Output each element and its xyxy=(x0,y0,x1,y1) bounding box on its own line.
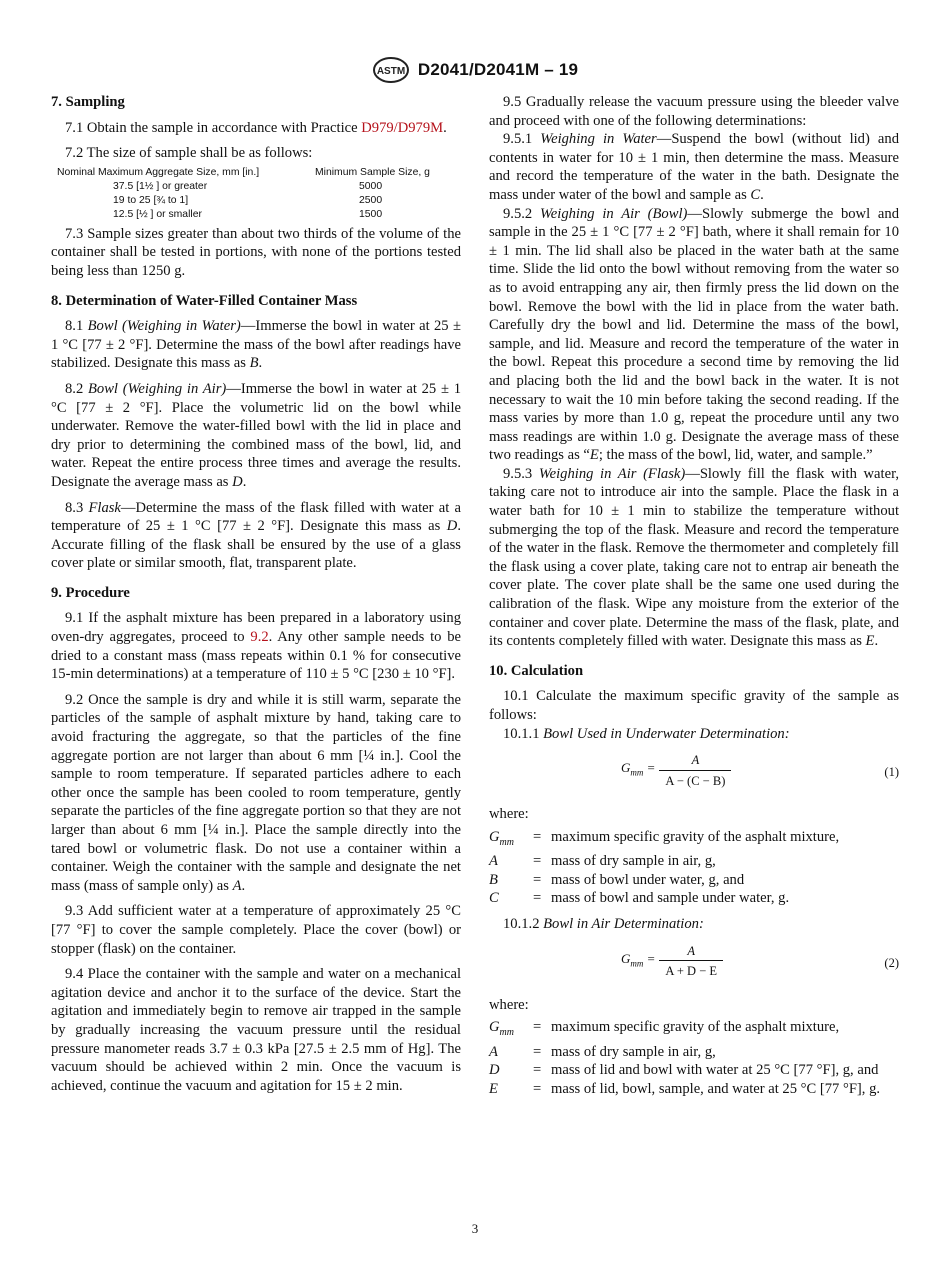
p1011-number: 10.1.1 xyxy=(503,725,544,742)
p81-number: 8.1 xyxy=(65,318,88,335)
definition-equals: = xyxy=(533,890,542,907)
definition-text: mass of bowl under water, g, and xyxy=(551,871,745,888)
equation-2-number: (2) xyxy=(884,955,899,970)
equation-1-number: (1) xyxy=(884,765,899,780)
definition-equals: = xyxy=(533,1019,542,1036)
eq2-lhs-subscript: mm xyxy=(630,958,644,969)
p953-title: Weighing in Air (Flask) xyxy=(538,465,686,482)
p952-end: ; the mass of the bowl, lid, water, and sample.” xyxy=(598,447,873,464)
equation-1-lhs: $G_{mm}$ = xyxy=(621,760,656,778)
definition-row xyxy=(489,1061,899,1080)
where-label-2: where: xyxy=(489,996,529,1013)
definition-equals: = xyxy=(533,1062,542,1079)
equation-2-fraction xyxy=(659,942,723,981)
section-9-2-link[interactable]: 9.2 xyxy=(250,629,269,646)
col-min-sample-header: Minimum Sample Size, g xyxy=(315,166,430,178)
p71-end: . xyxy=(443,119,447,136)
p1012-number: 10.1.2 xyxy=(503,916,544,933)
paragraph-8-2 xyxy=(51,380,461,492)
variable-d: D xyxy=(446,518,458,535)
paragraph-10-1-2 xyxy=(489,915,899,934)
min-sample-cell: 1500 xyxy=(359,208,383,220)
paragraph-7-1 xyxy=(51,119,461,138)
table-header-row xyxy=(51,166,461,180)
section-10-heading: 10. Calculation xyxy=(489,662,584,679)
col-aggregate-size-header: Nominal Maximum Aggregate Size, mm [in.] xyxy=(57,166,260,178)
definition-equals: = xyxy=(533,1080,542,1097)
paragraph-9-5-2 xyxy=(489,205,899,465)
definition-equals: = xyxy=(533,853,542,870)
where-label-1: where: xyxy=(489,806,529,823)
variable-definitions-1 xyxy=(489,828,899,908)
eq2-lhs-symbol: G xyxy=(621,950,631,966)
paragraph-10-1-1 xyxy=(489,725,899,744)
paragraph-8-1 xyxy=(51,317,461,373)
p952-text: —Slowly submerge the bowl and sample in the 25 ± 1 °C [77 ± 2 °F] bath, where it shall remain for 10 ± 1 min. The lid shall also be placed in the water bath at the same time. Slide the lid onto the bowl without removing from the water so as to avoid entrapping any air, then firmly press the lid down on the bowl. Remove the bowl with the lid in place from the water bath. Carefully dry the bowl and lid. Determine the mass of the bowl, sample, and lid. Measure and record the temperature of the water in the bowl. Repeat this procedure a second time by removing the lid and placing both the lid and the bowl back in the water. It is not necessary to wait the 10 min before taking the second reading. If the mass varies by more than 1.0 g, repeat the procedure until any two mass readings are within 1.0 g. Designate the average mass of these two readings as “ xyxy=(489,205,899,464)
p952-title: Weighing in Air (Bowl) xyxy=(539,205,688,222)
variable-c: C xyxy=(750,186,761,203)
left-column xyxy=(51,93,461,1095)
right-column xyxy=(489,93,899,1099)
p83-end: . Accurate filling of the flask shall be ensured by the use of a glass cover plate or similar smooth, flat, transparent plate. xyxy=(51,518,461,572)
definition-equals: = xyxy=(533,1043,542,1060)
p82-title: Bowl (Weighing in Air) xyxy=(87,380,227,397)
table-row xyxy=(51,208,461,222)
paragraph-8-3 xyxy=(51,499,461,573)
definition-row xyxy=(489,852,899,871)
p953-end: . xyxy=(874,633,879,650)
p81-text: —Immerse the bowl in water at 25 ± 1 °C [77 ± 2 °F]. Determine the mass of the bowl after readings have stabilized. Designate this mass as xyxy=(51,318,461,372)
aggregate-size-cell: 12.5 [½ ] or smaller xyxy=(113,208,202,220)
p952-number: 9.5.2 xyxy=(503,205,540,222)
definition-symbol: B xyxy=(489,871,498,888)
definition-row xyxy=(489,871,899,890)
p82-end: . xyxy=(242,473,247,490)
p91-text: 9.1 If the asphalt mixture has been prepared in a laboratory using oven-dry aggregates, proceed to xyxy=(51,610,461,646)
p951-title: Weighing in Water xyxy=(540,131,657,148)
equation-2-lhs: $G_{mm}$ = xyxy=(621,950,656,969)
equation-1-expression xyxy=(621,751,731,790)
table-row xyxy=(51,180,461,194)
paragraph-9-1 xyxy=(51,609,461,683)
page-number: 3 xyxy=(471,1221,479,1236)
section-9-heading: 9. Procedure xyxy=(51,584,130,601)
equation-1-fraction xyxy=(659,751,731,790)
sample-size-table xyxy=(51,166,461,222)
variable-definitions-2 xyxy=(489,1018,899,1098)
variable-d: D xyxy=(232,473,243,490)
p1012-title: Bowl in Air Determination: xyxy=(543,916,704,933)
p81-end: . xyxy=(258,355,263,372)
definition-text: mass of bowl and sample under water, g. xyxy=(551,890,790,907)
paragraph-9-3: 9.3 Add sufficient water at a temperature of approximately 25 °C [77 °F] to cover the sample completely. Place the cover (bowl) or stopper (flask) on the container. xyxy=(51,903,461,957)
astm-logo-icon xyxy=(372,57,410,83)
definition-symbol: E xyxy=(489,1080,498,1097)
definition-row xyxy=(489,889,899,908)
definition-equals: = xyxy=(533,871,542,888)
definition-symbol: A xyxy=(489,853,498,870)
equation-1 xyxy=(489,749,899,797)
p82-number: 8.2 xyxy=(65,380,88,397)
page-header xyxy=(0,58,950,82)
eq1-lhs-subscript: mm xyxy=(630,767,644,778)
paragraph-9-4: 9.4 Place the container with the sample and water on a mechanical agitation device and anchor it to the surface of the device. Start the agitation and immediately begin to remove air trapped in the sample by gradually increasing the vacuum pressure until the residual pressure manometer reads 3.7 ± 0.3 kPa [27.5 ± 2.5 mm of Hg]. The vacuum should be achieved within 2 min. Once the vacuum is achieved, continue the vacuum and agitation for 15 ± 2 min. xyxy=(51,966,461,1094)
definition-symbol: $G_{mm}$ xyxy=(489,1019,514,1039)
p83-number: 8.3 xyxy=(65,499,89,516)
definition-symbol: C xyxy=(489,890,499,907)
definition-text: mass of dry sample in air, g, xyxy=(551,1043,716,1060)
p951-end: . xyxy=(760,186,764,203)
definition-row xyxy=(489,828,899,853)
table-row xyxy=(51,194,461,208)
p82-text: —Immerse the bowl in water at 25 ± 1 °C [77 ± 2 °F]. Place the volumetric lid on the bowl while underwater. Remove the water-filled bowl with the lid in place and dry prior to determining the combined mass of the bowl, lid, and water. Repeat the entire process three times and average the results. Designate the average mass as xyxy=(51,380,462,490)
min-sample-cell: 5000 xyxy=(359,180,383,192)
p92-end: . xyxy=(241,877,246,894)
p91-end: . Any other sample needs to be dried to a constant mass (mass repeats within 0.1 % for consecutive 15-min determinations) at a temperature of 110 ± 5 °C [230 ± 10 °F]. xyxy=(51,629,461,683)
paragraph-9-5: 9.5 Gradually release the vacuum pressure using the bleeder valve and proceed with one of the following determinations: xyxy=(489,94,899,129)
eq1-denominator: A − (C − B) xyxy=(659,770,731,791)
eq1-numerator: A xyxy=(691,753,700,768)
eq2-denominator: A + D − E xyxy=(659,960,723,981)
p81-title: Bowl (Weighing in Water) xyxy=(87,318,241,335)
p951-number: 9.5.1 xyxy=(503,131,541,148)
definition-text: maximum specific gravity of the asphalt mixture, xyxy=(551,828,840,845)
definition-row xyxy=(489,1080,899,1099)
definition-symbol: $G_{mm}$ xyxy=(489,828,514,848)
definition-text: mass of lid and bowl with water at 25 °C [77 °F], g, and xyxy=(551,1062,879,1079)
astm-logo-text: ASTM xyxy=(376,66,406,77)
definition-symbol: A xyxy=(489,1043,498,1060)
p71-text: 7.1 Obtain the sample in accordance with Practice xyxy=(65,119,362,136)
p83-text: —Determine the mass of the flask filled with water at a temperature of 25 ± 1 °C [77 ± 2 °F]. Designate this mass as xyxy=(51,499,462,535)
definition-text: maximum specific gravity of the asphalt mixture, xyxy=(551,1019,840,1036)
paragraph-10-1: 10.1 Calculate the maximum specific gravity of the sample as follows: xyxy=(489,688,899,723)
paragraph-9-5-1 xyxy=(489,130,899,204)
aggregate-size-cell: 19 to 25 [¾ to 1] xyxy=(113,194,189,206)
definition-text: mass of dry sample in air, g, xyxy=(551,853,716,870)
d979-link[interactable]: D979/D979M xyxy=(361,119,444,136)
p953-number: 9.5.3 xyxy=(503,465,539,482)
definition-equals: = xyxy=(533,828,542,845)
variable-e: E xyxy=(865,633,875,650)
standard-designation: D2041/D2041M – 19 xyxy=(417,60,579,79)
section-8-heading: 8. Determination of Water-Filled Container Mass xyxy=(51,292,358,309)
equation-2-expression xyxy=(621,942,723,981)
p1011-title: Bowl Used in Underwater Determination: xyxy=(543,725,790,742)
min-sample-cell: 2500 xyxy=(359,194,383,206)
equation-2 xyxy=(489,940,899,988)
definition-row xyxy=(489,1018,899,1043)
paragraph-9-5-3 xyxy=(489,465,899,651)
paragraph-7-2: 7.2 The size of sample shall be as follows: xyxy=(65,145,313,162)
aggregate-size-cell: 37.5 [1½ ] or greater xyxy=(113,180,208,192)
definition-symbol: D xyxy=(489,1062,500,1079)
paragraph-7-3: 7.3 Sample sizes greater than about two thirds of the volume of the container shall be tested in portions, with none of the portions tested being less than 1250 g. xyxy=(51,225,461,279)
p951-text: —Suspend the bowl (without lid) and contents in water for 10 ± 1 min, then determine the mass. Measure and record the temperature of the water in the bath. Designate the mass under water of the bowl and sample as xyxy=(489,131,899,203)
variable-b: B xyxy=(249,355,259,372)
definition-row xyxy=(489,1043,899,1062)
definition-text: mass of lid, bowl, sample, and water at 25 °C [77 °F], g. xyxy=(551,1080,881,1097)
variable-e: E xyxy=(589,447,599,464)
p92-text: 9.2 Once the sample is dry and while it is still warm, separate the particles of the sample of asphalt mixture by hand, taking care to avoid fracturing the aggregate, so that the particles of the fine aggregate portion are not larger than about 6 mm [¼ in.]. Cool the sample to room temperature. If separated particles adhere to each other once the sample has been cooled to room temperature, gently separate the particles of the fine aggregate portion so that they are not larger than about 6 mm [¼ in.]. Place the sample directly into the tared bowl or volumetric flask. Do not use a container within a container. Weigh the container with the sample and designate the net mass (mass of sample only) as xyxy=(51,691,461,894)
p83-title: Flask xyxy=(88,499,121,516)
paragraph-9-2 xyxy=(51,691,461,896)
p953-text: —Slowly fill the flask with water, taking care not to introduce air into the sample. Place the flask in a water bath for 10 ± 1 min to stabilize the temperature without submerging the top of the flask. Measure and record the temperature of the water in the flask. Remove the thermometer and completely fill the flask using a cover plate, taking care not to entrap air beneath the cover plate. The cover plate shall be the same one used during the calibration of the flask. Wipe any moisture from the exterior of the container and cover plate. Determine the mass of the flask, plate, and its contents completely filled with water. Designate this mass as xyxy=(489,465,899,650)
eq2-numerator: A xyxy=(687,943,696,958)
variable-a: A xyxy=(232,877,242,894)
eq1-lhs-symbol: G xyxy=(621,760,631,776)
section-7-heading: 7. Sampling xyxy=(51,94,125,110)
